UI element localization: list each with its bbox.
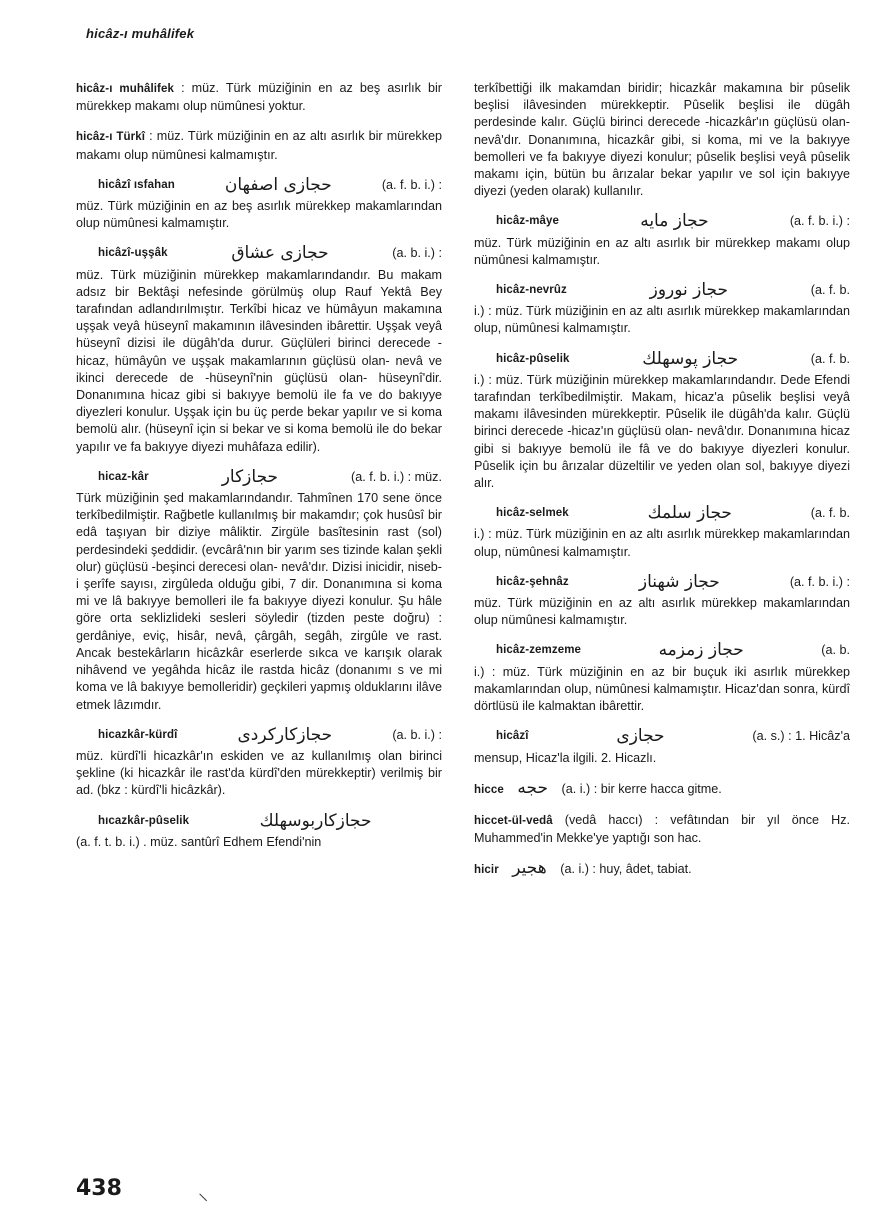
headword: hiccet-ül-vedâ — [474, 814, 553, 827]
dictionary-entry — [76, 245, 442, 455]
definition: Türk müziğinin şed makamlarındandır. Tahmînen 170 sene önce terkîbedilmiştir. Rağbetle kullanılmış bir makamdır; çok husûsî bir edâ taşıyan bir diziye mâliktir. Zirgüle basîtesinin rast (sol) perdesindeki şeddidir. (evcârâ'nın bir yarım ses tizinde kalan şekli olur) güçlüsü -beşinci derecesi olan- nevâ'dır. Dizisi inicidir, niseb-i şerîfe sayısı, zirgûleda olduğu gibi, 7 dir. Donanımına si koma mi ve lâ bakıyye bemolleri ile fa bakıyye diyezi konulur. Şu hâle göre orta seklizlideki sesleri söyledir (tizden peste doğru) : gerdâniye, eviç, hisâr, nevâ, çârgâh, segâh, zirgûle ve rast. Ancak bestekârların hicâzkâr eserlerde sıkca ve karışık olarak nihâvend ve yegâhda hicâz ile rastda hicâz (donanımı s ve mi koma ve lâ bakıyye bemolleridir) geçkileri yapmış olduklarını ilâve etmek lâzımdır. — [76, 491, 442, 712]
grammar-tag: (a. f. b. i.) : — [789, 214, 850, 229]
grammar-tag: (a. f. b. — [810, 506, 850, 521]
dictionary-entry-continued — [474, 80, 850, 200]
grammar-tag: (a. f. b. i.) : müz. — [351, 469, 442, 484]
dictionary-entry — [76, 810, 442, 851]
headword: hicâz-nevrûz — [496, 284, 567, 297]
dictionary-entry — [474, 348, 850, 493]
grammar-tag: (a. f. b. i.) : — [789, 574, 850, 589]
running-header: hicâz-ı muhâlifek — [86, 26, 195, 41]
headword: hicâzî ısfahan — [98, 178, 175, 191]
headword: hicâz-mâye — [496, 215, 560, 228]
dictionary-entry — [474, 642, 850, 715]
headword: hicâz-ı Türkî — [76, 131, 146, 144]
dictionary-entry — [76, 174, 442, 233]
headword: hicâzî — [496, 730, 529, 743]
definition: müz. Türk müziğinin en az beş asırlık mürekkep makamlarından olup nümûnesi kalmamıştır. — [76, 199, 442, 231]
dictionary-entry — [474, 728, 850, 766]
arabic-script: حجازى — [616, 726, 665, 747]
arabic-script: حجاز نوروز — [649, 280, 729, 301]
grammar-tag: (a. i.) : bir kerre hacca gitme. — [561, 781, 722, 796]
arabic-script: حجازى عشاق — [231, 243, 329, 264]
pen-mark — [199, 1181, 220, 1202]
arabic-script: حجاز زمزمه — [658, 640, 744, 661]
definition: i.) : müz. Türk müziğinin en az altı asırlık mürekkep makamlarından olup, nümûnesi kalmamıştır. — [474, 304, 850, 336]
definition: müz. Türk müziğinin mürekkep makamlarındandır. Bu makam adsız bir Bektâşi nefesinde görülmüş olup Rauf Yektâ Bey tarafından adlandırılmıştır. Terkîbi hicaz ve hümâyun makamına uşşak veyâ hüseynî makamının ilâvesinden ibârettir. Uşşak veyâ hüseynî dizisi ile dügâh'da durur. Güçlüleri birinci derecede -hicaz, hümâyûn ve uşşak makamlarının güçlüsü olan- nevâ ve ikinci derecede de -hüseynî'nin güçlüsü olan- hüseynî'dir. Donanımına hicaz gibi si bakıyye bemolü ile fa ve do bakıyye diyezleri konulur. Uşşak için bu üç perde bekar yapılır ve si koma bemolü alır. (hüseynî için si bekar ve si koma bemolü ile do bekar yapılır ve fa bakıyye diyezi muhâfaza edilir). — [76, 267, 442, 454]
dictionary-entry — [474, 812, 850, 847]
grammar-tag: (a. f. b. i.) : — [381, 177, 442, 192]
arabic-script: حجاز سلمك — [647, 503, 732, 524]
left-column — [76, 80, 442, 864]
definition: i.) : müz. Türk müziğinin en az altı asırlık mürekkep makamlarından olup, nümûnesi kalmamıştır. — [474, 527, 850, 559]
definition: mensup, Hicaz'la ilgili. 2. Hicazlı. — [474, 750, 657, 765]
arabic-script: حجاز پوسهلك — [642, 348, 739, 369]
definition: : müz. Türk müziğinin en az beş asırlık bir mürekkep makamı olup nümûnesi yoktur. — [76, 81, 443, 114]
dictionary-entry — [76, 724, 442, 800]
grammar-tag: (a. b. i.) : — [392, 727, 442, 742]
definition: (a. f. t. b. i.) . müz. santûrî Edhem Efendi'nin — [76, 834, 322, 849]
arabic-script: حجازكاركردى — [237, 724, 333, 745]
definition: müz. Türk müziğinin en az altı asırlık mürekkep makamlarından olup nümûnesi kalmamıştır. — [474, 596, 850, 628]
dictionary-entry — [474, 282, 850, 338]
arabic-script: حجازكار — [221, 466, 279, 487]
grammar-tag: (a. f. b. — [810, 351, 850, 366]
grammar-tag: (a. b. i.) : — [392, 246, 442, 261]
arabic-script: حجازى اصفهان — [224, 174, 332, 195]
grammar-tag: (a. s.) : 1. Hicâz'a — [752, 729, 850, 744]
headword: hicir — [474, 864, 499, 877]
dictionary-entry — [76, 80, 442, 115]
dictionary-entry — [474, 213, 850, 269]
page-number: 438 — [76, 1176, 122, 1201]
definition: i.) : müz. Türk müziğinin en az bir buçuk iki asırlık mürekkep makamlarından olup, nümûnesi kalmamıştır. Hicaz'dan sonra, kürdî dörtlüsü ile kalmaktan ibârettir. — [474, 664, 850, 714]
headword: hicaz-kâr — [98, 470, 149, 483]
definition: : müz. Türk müziğinin en az altı asırlık bir mürekkep makamı olup nümûnesi kalmamıştır. — [76, 129, 442, 162]
headword: hicazkâr-kürdî — [98, 728, 178, 741]
definition: (vedâ haccı) : vefâtından bir yıl önce Hz. Muhammed'in Mekke'ye yaptığı son hac. — [474, 812, 850, 846]
definition: müz. kürdî'li hicazkâr'ın eskiden ve az kullanılmış olan birinci şekline (ki hicazkâr ile rast'da kürdî'den mürekkeptir) verilmiş bir ad. (bkz : kürdî'li hicâzkâr). — [76, 748, 442, 798]
arabic-script: هجير — [512, 858, 547, 879]
headword: hicâz-ı muhâlifek — [76, 83, 174, 95]
dictionary-entry — [474, 777, 850, 799]
dictionary-entry — [474, 505, 850, 561]
definition: müz. Türk müziğinin en az altı asırlık bir mürekkep makamı olup nümûnesi kalmamıştır. — [474, 235, 850, 267]
grammar-tag: (a. f. b. — [810, 283, 850, 298]
headword: hicâz-şehnâz — [496, 575, 569, 588]
arabic-script: حجازكاربوسهلك — [259, 810, 372, 831]
headword: hicce — [474, 783, 504, 796]
headword: hicâz-pûselik — [496, 352, 570, 365]
dictionary-entry — [474, 860, 850, 879]
arabic-script: حجاز مايه — [640, 211, 709, 232]
headword: hicâzî-uşşâk — [98, 247, 168, 260]
dictionary-entry — [474, 571, 850, 630]
right-column — [474, 80, 850, 893]
arabic-script: حجه — [517, 777, 549, 798]
dictionary-entry — [76, 128, 442, 163]
grammar-tag: (a. b. — [821, 643, 850, 658]
headword: hıcazkâr-pûselik — [98, 814, 190, 827]
grammar-tag: (a. i.) : huy, âdet, tabiat. — [560, 862, 692, 877]
arabic-script: حجاز شهناز — [638, 571, 720, 592]
definition: terkîbettiği ilk makamdan biridir; hicazkâr makamına bir pûselik beşlisi ilâvesinden mürekkeptir. Pûselik beşlisi ile dügâh perdesinde kalır. Güçlü birinci derecede -hicazkâr'ın güçlüsü olan- nevâ'dır. Donanımına, hicazkâr gibi, si koma, mi ve la bakıyye bemolleri ve fa bakıyye diyezi konulur; pûselik beşlisi veyâ pûselik makamı için, bütün bu ârızalar bekar yapılır ve sol için bakıyye diyezi (yeden olarak) kullanılır. — [474, 81, 850, 199]
headword: hicâz-selmek — [496, 507, 569, 520]
dictionary-entry — [76, 466, 442, 714]
headword: hicâz-zemzeme — [496, 644, 582, 657]
definition: i.) : müz. Türk müziğinin mürekkep makamlarındandır. Dede Efendi tarafından terkîbedilmiştir. Makam, hicaz'a pûselik beşlisi veyâ makamı ilâvesinden mürekkeptir. Pûselik ile dügâh'da kalır. Güçlü birinci derecede -hicaz'ın güçlüsü olan- nevâ'dır. Donanımına hicaz gibi si bakıyye bemolü ile fâ ve do bakıyye diyezleri konulur. Pûselik için bu ârızalar düzeltilir ve yeden olan sol, bakıyye diyezi alır. — [474, 372, 850, 491]
